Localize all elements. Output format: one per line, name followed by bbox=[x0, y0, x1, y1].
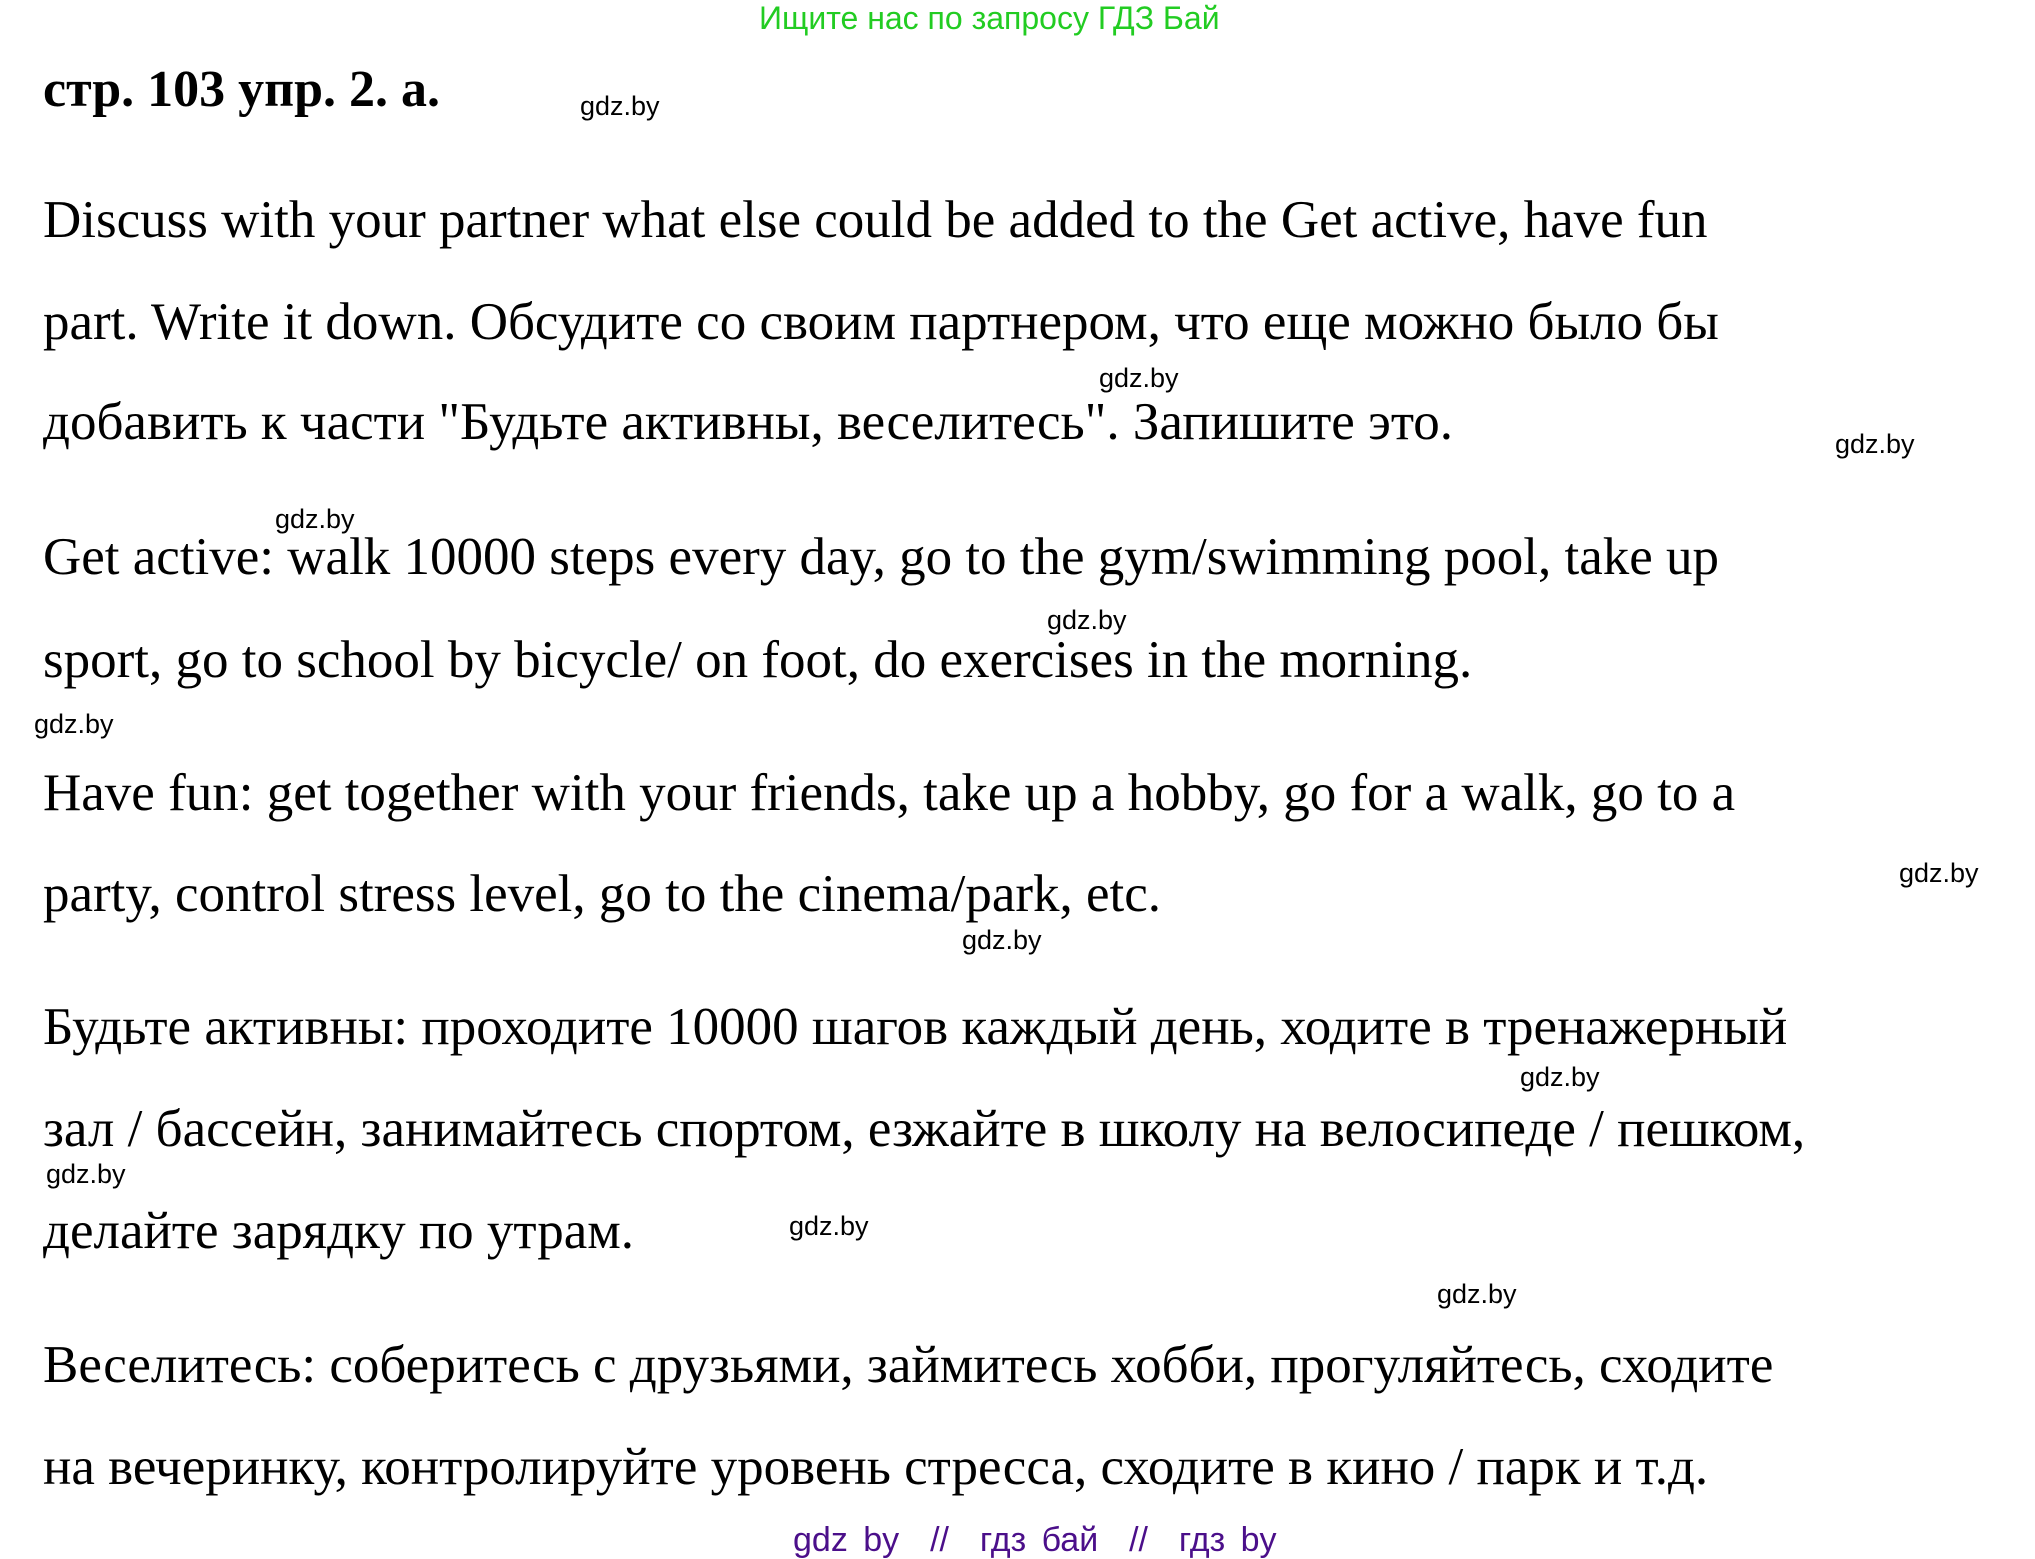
text-line: Будьте активны: проходите 10000 шагов каждый день, ходите в тренажерный bbox=[43, 998, 1788, 1056]
watermark: gdz.by bbox=[275, 504, 355, 534]
text-line: добавить к части "Будьте активны, веселитесь". Запишите это. bbox=[43, 393, 1454, 451]
watermark: gdz.by bbox=[46, 1159, 126, 1189]
page-title: стр. 103 упр. 2. а. bbox=[43, 61, 441, 118]
watermark: gdz.by bbox=[1835, 429, 1915, 459]
text-line: зал / бассейн, занимайтесь спортом, езжайте в школу на велосипеде / пешком, bbox=[43, 1100, 1806, 1158]
watermark: gdz.by bbox=[1520, 1062, 1600, 1092]
watermark: gdz.by bbox=[962, 925, 1042, 955]
text-line: Have fun: get together with your friends, take up a hobby, go for a walk, go to a bbox=[43, 764, 1736, 822]
watermark: gdz.by bbox=[1899, 858, 1979, 888]
footer-links: gdz by // гдз бай // гдз by bbox=[793, 1521, 1277, 1559]
watermark: gdz.by bbox=[1099, 363, 1179, 393]
text-line: part. Write it down. Обсудите со своим партнером, что еще можно было бы bbox=[43, 293, 1719, 351]
text-line: party, control stress level, go to the cinema/park, etc. bbox=[43, 865, 1162, 923]
watermark: gdz.by bbox=[580, 91, 660, 121]
text-line: Discuss with your partner what else could be added to the Get active, have fun bbox=[43, 191, 1708, 249]
search-banner: Ищите нас по запросу ГДЗ Бай bbox=[759, 0, 1220, 36]
watermark: gdz.by bbox=[789, 1211, 869, 1241]
watermark: gdz.by bbox=[1047, 605, 1127, 635]
watermark: gdz.by bbox=[1437, 1279, 1517, 1309]
text-line: на вечеринку, контролируйте уровень стресса, сходите в кино / парк и т.д. bbox=[43, 1438, 1709, 1496]
text-line: sport, go to school by bicycle/ on foot, do exercises in the morning. bbox=[43, 631, 1473, 689]
text-line: делайте зарядку по утрам. bbox=[43, 1202, 635, 1260]
text-line: Get active: walk 10000 steps every day, go to the gym/swimming pool, take up bbox=[43, 528, 1720, 586]
text-line: Веселитесь: соберитесь с друзьями, займитесь хобби, прогуляйтесь, сходите bbox=[43, 1336, 1774, 1394]
watermark: gdz.by bbox=[34, 709, 114, 739]
